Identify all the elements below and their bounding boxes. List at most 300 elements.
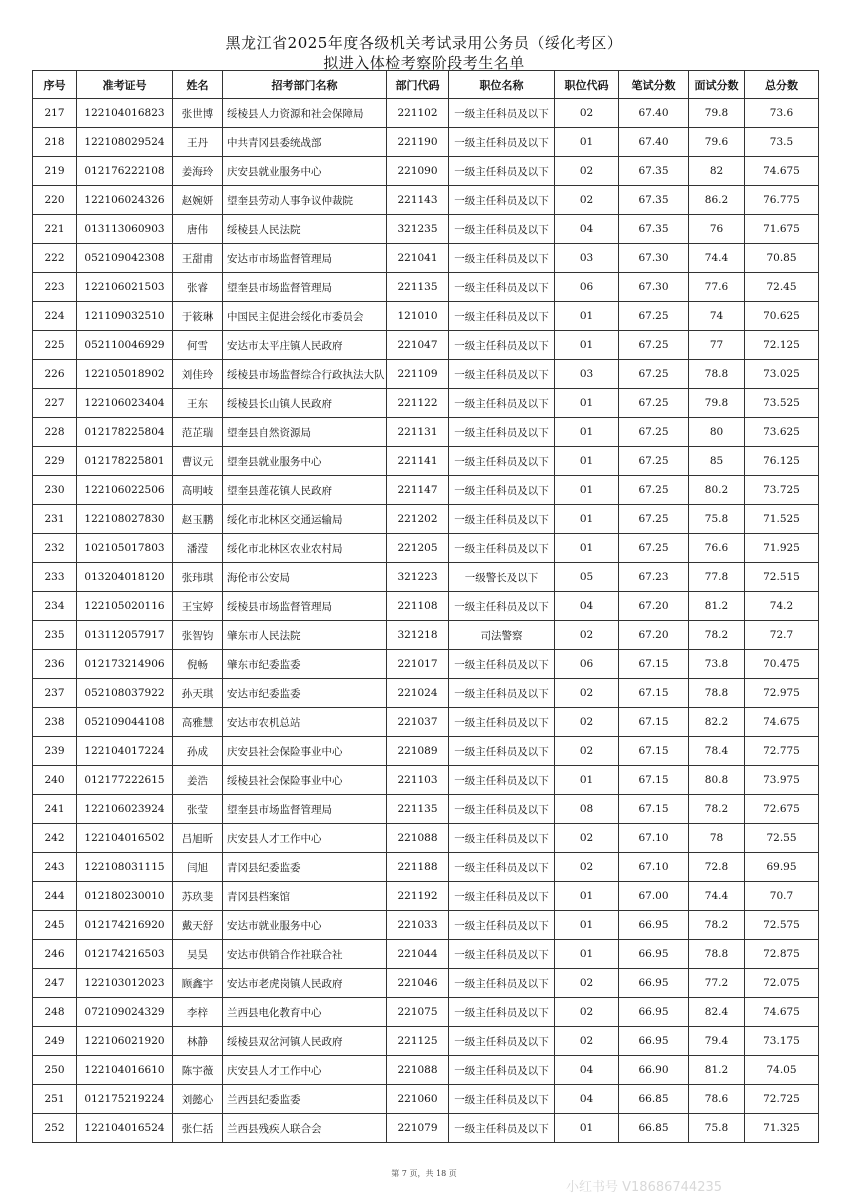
cell-position-code: 01 — [555, 418, 619, 447]
cell-written-score: 66.85 — [619, 1085, 689, 1114]
candidate-table — [32, 70, 819, 1143]
cell-total-score: 76.775 — [745, 186, 819, 215]
cell-interview-score: 79.8 — [689, 389, 745, 418]
cell-department: 兰西县纪委监委 — [223, 1085, 387, 1114]
document-title-line1: 黑龙江省2025年度各级机关考试录用公务员（绥化考区） — [225, 34, 623, 52]
cell-position-code: 04 — [555, 1085, 619, 1114]
cell-seq: 238 — [33, 708, 77, 737]
table-row — [33, 1056, 819, 1085]
cell-position: 一级主任科员及以下 — [449, 824, 555, 853]
cell-name: 唐伟 — [173, 215, 223, 244]
cell-total-score: 73.025 — [745, 360, 819, 389]
cell-position: 一级主任科员及以下 — [449, 592, 555, 621]
cell-exam-id: 122106024326 — [77, 186, 173, 215]
cell-dept-code: 221108 — [387, 592, 449, 621]
cell-exam-id: 102105017803 — [77, 534, 173, 563]
cell-seq: 218 — [33, 128, 77, 157]
cell-department: 安达市太平庄镇人民政府 — [223, 331, 387, 360]
cell-department: 兰西县电化教育中心 — [223, 998, 387, 1027]
cell-written-score: 67.35 — [619, 157, 689, 186]
table-row — [33, 331, 819, 360]
cell-written-score: 67.15 — [619, 679, 689, 708]
cell-position-code: 04 — [555, 1056, 619, 1085]
table-row — [33, 534, 819, 563]
cell-total-score: 74.2 — [745, 592, 819, 621]
cell-department: 安达市就业服务中心 — [223, 911, 387, 940]
cell-interview-score: 78.8 — [689, 679, 745, 708]
cell-interview-score: 74.4 — [689, 882, 745, 911]
cell-total-score: 72.575 — [745, 911, 819, 940]
cell-seq: 241 — [33, 795, 77, 824]
table-row — [33, 940, 819, 969]
cell-seq: 220 — [33, 186, 77, 215]
table-row — [33, 795, 819, 824]
cell-dept-code: 221041 — [387, 244, 449, 273]
cell-position-code: 03 — [555, 360, 619, 389]
cell-department: 兰西县残疾人联合会 — [223, 1114, 387, 1143]
cell-department: 安达市市场监督管理局 — [223, 244, 387, 273]
table-row — [33, 650, 819, 679]
cell-interview-score: 78.2 — [689, 621, 745, 650]
cell-interview-score: 86.2 — [689, 186, 745, 215]
cell-position-code: 01 — [555, 882, 619, 911]
table-row — [33, 853, 819, 882]
cell-total-score: 76.125 — [745, 447, 819, 476]
cell-department: 青冈县纪委监委 — [223, 853, 387, 882]
cell-position-code: 08 — [555, 795, 619, 824]
cell-department: 庆安县就业服务中心 — [223, 157, 387, 186]
cell-interview-score: 76.6 — [689, 534, 745, 563]
header-department: 招考部门名称 — [223, 71, 387, 99]
cell-position-code: 03 — [555, 244, 619, 273]
cell-position: 一级主任科员及以下 — [449, 273, 555, 302]
cell-position: 一级主任科员及以下 — [449, 940, 555, 969]
cell-seq: 240 — [33, 766, 77, 795]
cell-written-score: 67.25 — [619, 360, 689, 389]
cell-interview-score: 79.8 — [689, 99, 745, 128]
cell-total-score: 71.525 — [745, 505, 819, 534]
cell-position: 一级主任科员及以下 — [449, 360, 555, 389]
table-row — [33, 824, 819, 853]
table-row — [33, 418, 819, 447]
cell-written-score: 67.25 — [619, 389, 689, 418]
cell-seq: 221 — [33, 215, 77, 244]
cell-total-score: 70.625 — [745, 302, 819, 331]
cell-written-score: 66.95 — [619, 1027, 689, 1056]
cell-position: 一级主任科员及以下 — [449, 99, 555, 128]
cell-dept-code: 221122 — [387, 389, 449, 418]
table-row — [33, 389, 819, 418]
cell-exam-id: 052109042308 — [77, 244, 173, 273]
cell-name: 王东 — [173, 389, 223, 418]
cell-position: 一级主任科员及以下 — [449, 418, 555, 447]
table-row — [33, 621, 819, 650]
cell-written-score: 67.25 — [619, 476, 689, 505]
cell-position-code: 01 — [555, 302, 619, 331]
cell-dept-code: 221044 — [387, 940, 449, 969]
cell-dept-code: 221143 — [387, 186, 449, 215]
cell-interview-score: 73.8 — [689, 650, 745, 679]
cell-interview-score: 79.6 — [689, 128, 745, 157]
table-row — [33, 592, 819, 621]
cell-name: 张玮琪 — [173, 563, 223, 592]
cell-total-score: 72.875 — [745, 940, 819, 969]
cell-exam-id: 122104016524 — [77, 1114, 173, 1143]
table-row — [33, 128, 819, 157]
cell-seq: 228 — [33, 418, 77, 447]
cell-exam-id: 122106021503 — [77, 273, 173, 302]
cell-name: 曹议元 — [173, 447, 223, 476]
cell-position: 司法警察 — [449, 621, 555, 650]
cell-position-code: 01 — [555, 331, 619, 360]
cell-department: 绥棱县人民法院 — [223, 215, 387, 244]
cell-name: 张世博 — [173, 99, 223, 128]
cell-written-score: 67.25 — [619, 534, 689, 563]
cell-exam-id: 012178225801 — [77, 447, 173, 476]
cell-name: 倪畅 — [173, 650, 223, 679]
cell-total-score: 73.175 — [745, 1027, 819, 1056]
cell-name: 姜海玲 — [173, 157, 223, 186]
cell-position: 一级主任科员及以下 — [449, 766, 555, 795]
cell-position: 一级主任科员及以下 — [449, 157, 555, 186]
header-interview-score: 面试分数 — [689, 71, 745, 99]
cell-seq: 247 — [33, 969, 77, 998]
cell-seq: 244 — [33, 882, 77, 911]
cell-dept-code: 221188 — [387, 853, 449, 882]
table-row — [33, 708, 819, 737]
header-position-code: 职位代码 — [555, 71, 619, 99]
cell-dept-code: 221135 — [387, 795, 449, 824]
cell-position: 一级主任科员及以下 — [449, 737, 555, 766]
cell-department: 庆安县人才工作中心 — [223, 1056, 387, 1085]
cell-written-score: 67.25 — [619, 505, 689, 534]
cell-interview-score: 80.2 — [689, 476, 745, 505]
cell-name: 高明岐 — [173, 476, 223, 505]
cell-interview-score: 78.4 — [689, 737, 745, 766]
cell-written-score: 67.00 — [619, 882, 689, 911]
cell-written-score: 67.25 — [619, 331, 689, 360]
table-row — [33, 215, 819, 244]
cell-department: 绥棱县社会保险事业中心 — [223, 766, 387, 795]
cell-interview-score: 77.2 — [689, 969, 745, 998]
table-row — [33, 99, 819, 128]
cell-interview-score: 74 — [689, 302, 745, 331]
cell-dept-code: 221017 — [387, 650, 449, 679]
cell-name: 吕旭昕 — [173, 824, 223, 853]
cell-position-code: 02 — [555, 824, 619, 853]
cell-dept-code: 321218 — [387, 621, 449, 650]
table-row — [33, 447, 819, 476]
header-position: 职位名称 — [449, 71, 555, 99]
cell-total-score: 72.125 — [745, 331, 819, 360]
cell-name: 孙成 — [173, 737, 223, 766]
cell-seq: 233 — [33, 563, 77, 592]
cell-position: 一级主任科员及以下 — [449, 911, 555, 940]
cell-dept-code: 221075 — [387, 998, 449, 1027]
cell-position-code: 01 — [555, 911, 619, 940]
cell-position: 一级主任科员及以下 — [449, 186, 555, 215]
table-row — [33, 766, 819, 795]
cell-dept-code: 221125 — [387, 1027, 449, 1056]
cell-dept-code: 221190 — [387, 128, 449, 157]
cell-exam-id: 052109044108 — [77, 708, 173, 737]
cell-dept-code: 221202 — [387, 505, 449, 534]
cell-exam-id: 122104016610 — [77, 1056, 173, 1085]
cell-interview-score: 75.8 — [689, 1114, 745, 1143]
cell-position-code: 04 — [555, 215, 619, 244]
cell-name: 刘佳玲 — [173, 360, 223, 389]
cell-exam-id: 122104016502 — [77, 824, 173, 853]
cell-department: 肇东市纪委监委 — [223, 650, 387, 679]
cell-position-code: 02 — [555, 621, 619, 650]
cell-written-score: 67.40 — [619, 99, 689, 128]
cell-written-score: 67.40 — [619, 128, 689, 157]
cell-name: 张智钧 — [173, 621, 223, 650]
cell-name: 孙天琪 — [173, 679, 223, 708]
cell-seq: 251 — [33, 1085, 77, 1114]
cell-total-score: 69.95 — [745, 853, 819, 882]
cell-seq: 248 — [33, 998, 77, 1027]
table-row — [33, 911, 819, 940]
table-row — [33, 679, 819, 708]
cell-position: 一级主任科员及以下 — [449, 969, 555, 998]
cell-interview-score: 82.4 — [689, 998, 745, 1027]
cell-dept-code: 221205 — [387, 534, 449, 563]
cell-total-score: 73.725 — [745, 476, 819, 505]
cell-position-code: 01 — [555, 476, 619, 505]
cell-position-code: 01 — [555, 389, 619, 418]
cell-written-score: 66.95 — [619, 969, 689, 998]
cell-name: 刘懿心 — [173, 1085, 223, 1114]
table-header-row — [33, 71, 819, 99]
cell-department: 安达市老虎岗镇人民政府 — [223, 969, 387, 998]
cell-department: 绥化市北林区农业农村局 — [223, 534, 387, 563]
cell-exam-id: 122108029524 — [77, 128, 173, 157]
cell-position-code: 06 — [555, 650, 619, 679]
cell-total-score: 70.7 — [745, 882, 819, 911]
cell-interview-score: 81.2 — [689, 1056, 745, 1085]
cell-seq: 222 — [33, 244, 77, 273]
cell-dept-code: 221089 — [387, 737, 449, 766]
cell-total-score: 73.5 — [745, 128, 819, 157]
cell-seq: 225 — [33, 331, 77, 360]
cell-interview-score: 76 — [689, 215, 745, 244]
cell-written-score: 67.23 — [619, 563, 689, 592]
cell-name: 高雅慧 — [173, 708, 223, 737]
cell-seq: 250 — [33, 1056, 77, 1085]
table-row — [33, 186, 819, 215]
cell-exam-id: 072109024329 — [77, 998, 173, 1027]
cell-department: 庆安县社会保险事业中心 — [223, 737, 387, 766]
cell-interview-score: 78.2 — [689, 795, 745, 824]
cell-position-code: 01 — [555, 128, 619, 157]
table-row — [33, 998, 819, 1027]
cell-written-score: 67.30 — [619, 244, 689, 273]
cell-written-score: 67.10 — [619, 853, 689, 882]
cell-written-score: 66.95 — [619, 911, 689, 940]
cell-total-score: 70.85 — [745, 244, 819, 273]
cell-position: 一级主任科员及以下 — [449, 505, 555, 534]
cell-exam-id: 122106022506 — [77, 476, 173, 505]
cell-written-score: 66.85 — [619, 1114, 689, 1143]
cell-total-score: 72.7 — [745, 621, 819, 650]
cell-department: 中共青冈县委统战部 — [223, 128, 387, 157]
cell-dept-code: 221033 — [387, 911, 449, 940]
cell-exam-id: 013112057917 — [77, 621, 173, 650]
cell-exam-id: 052110046929 — [77, 331, 173, 360]
cell-seq: 236 — [33, 650, 77, 679]
cell-interview-score: 81.2 — [689, 592, 745, 621]
cell-name: 林静 — [173, 1027, 223, 1056]
cell-position: 一级主任科员及以下 — [449, 476, 555, 505]
table-row — [33, 882, 819, 911]
header-exam-id: 准考证号 — [77, 71, 173, 99]
table-row — [33, 157, 819, 186]
cell-exam-id: 012175219224 — [77, 1085, 173, 1114]
cell-exam-id: 121109032510 — [77, 302, 173, 331]
cell-written-score: 67.35 — [619, 215, 689, 244]
cell-position-code: 04 — [555, 592, 619, 621]
cell-exam-id: 012173214906 — [77, 650, 173, 679]
cell-written-score: 67.25 — [619, 302, 689, 331]
cell-position: 一级警长及以下 — [449, 563, 555, 592]
cell-dept-code: 221088 — [387, 1056, 449, 1085]
cell-dept-code: 221102 — [387, 99, 449, 128]
cell-position-code: 02 — [555, 969, 619, 998]
cell-seq: 249 — [33, 1027, 77, 1056]
cell-seq: 237 — [33, 679, 77, 708]
cell-dept-code: 221109 — [387, 360, 449, 389]
cell-department: 望奎县莲花镇人民政府 — [223, 476, 387, 505]
cell-dept-code: 221046 — [387, 969, 449, 998]
header-written-score: 笔试分数 — [619, 71, 689, 99]
cell-dept-code: 221131 — [387, 418, 449, 447]
cell-position: 一级主任科员及以下 — [449, 1056, 555, 1085]
cell-dept-code: 221047 — [387, 331, 449, 360]
cell-interview-score: 80 — [689, 418, 745, 447]
cell-name: 何雪 — [173, 331, 223, 360]
cell-exam-id: 012176222108 — [77, 157, 173, 186]
cell-written-score: 66.95 — [619, 940, 689, 969]
cell-seq: 223 — [33, 273, 77, 302]
cell-name: 于筱琳 — [173, 302, 223, 331]
cell-interview-score: 80.8 — [689, 766, 745, 795]
cell-interview-score: 82.2 — [689, 708, 745, 737]
cell-position: 一级主任科员及以下 — [449, 128, 555, 157]
cell-written-score: 67.15 — [619, 737, 689, 766]
table-row — [33, 737, 819, 766]
cell-dept-code: 221103 — [387, 766, 449, 795]
table-row — [33, 360, 819, 389]
cell-total-score: 71.325 — [745, 1114, 819, 1143]
cell-name: 张仁括 — [173, 1114, 223, 1143]
cell-position-code: 02 — [555, 998, 619, 1027]
cell-exam-id: 012174216920 — [77, 911, 173, 940]
cell-seq: 243 — [33, 853, 77, 882]
cell-name: 张莹 — [173, 795, 223, 824]
cell-department: 望奎县自然资源局 — [223, 418, 387, 447]
cell-seq: 242 — [33, 824, 77, 853]
cell-exam-id: 122108031115 — [77, 853, 173, 882]
cell-name: 陈宇薇 — [173, 1056, 223, 1085]
cell-written-score: 67.15 — [619, 708, 689, 737]
cell-seq: 252 — [33, 1114, 77, 1143]
cell-exam-id: 122105018902 — [77, 360, 173, 389]
cell-position: 一级主任科员及以下 — [449, 795, 555, 824]
cell-position-code: 01 — [555, 534, 619, 563]
cell-dept-code: 221135 — [387, 273, 449, 302]
cell-name: 李梓 — [173, 998, 223, 1027]
table-row — [33, 969, 819, 998]
cell-total-score: 72.675 — [745, 795, 819, 824]
cell-total-score: 72.975 — [745, 679, 819, 708]
cell-dept-code: 221079 — [387, 1114, 449, 1143]
cell-department: 安达市农机总站 — [223, 708, 387, 737]
cell-total-score: 72.55 — [745, 824, 819, 853]
cell-total-score: 74.05 — [745, 1056, 819, 1085]
cell-position: 一级主任科员及以下 — [449, 447, 555, 476]
cell-position-code: 01 — [555, 505, 619, 534]
cell-total-score: 73.625 — [745, 418, 819, 447]
cell-dept-code: 221192 — [387, 882, 449, 911]
cell-position: 一级主任科员及以下 — [449, 853, 555, 882]
cell-dept-code: 221060 — [387, 1085, 449, 1114]
cell-position-code: 02 — [555, 186, 619, 215]
cell-written-score: 67.30 — [619, 273, 689, 302]
cell-written-score: 67.20 — [619, 592, 689, 621]
cell-seq: 224 — [33, 302, 77, 331]
cell-position-code: 01 — [555, 940, 619, 969]
cell-department: 望奎县劳动人事争议仲裁院 — [223, 186, 387, 215]
cell-total-score: 72.725 — [745, 1085, 819, 1114]
cell-exam-id: 122108027830 — [77, 505, 173, 534]
cell-position-code: 02 — [555, 708, 619, 737]
cell-interview-score: 78.8 — [689, 940, 745, 969]
cell-interview-score: 77 — [689, 331, 745, 360]
cell-seq: 245 — [33, 911, 77, 940]
cell-name: 顾鑫宇 — [173, 969, 223, 998]
cell-position: 一级主任科员及以下 — [449, 302, 555, 331]
cell-total-score: 74.675 — [745, 157, 819, 186]
cell-interview-score: 78.2 — [689, 911, 745, 940]
cell-written-score: 67.15 — [619, 766, 689, 795]
cell-total-score: 71.675 — [745, 215, 819, 244]
cell-department: 肇东市人民法院 — [223, 621, 387, 650]
cell-seq: 239 — [33, 737, 77, 766]
cell-total-score: 73.6 — [745, 99, 819, 128]
cell-position: 一级主任科员及以下 — [449, 331, 555, 360]
cell-department: 绥化市北林区交通运输局 — [223, 505, 387, 534]
cell-interview-score: 82 — [689, 157, 745, 186]
cell-position: 一级主任科员及以下 — [449, 244, 555, 273]
cell-position-code: 02 — [555, 679, 619, 708]
cell-total-score: 71.925 — [745, 534, 819, 563]
cell-written-score: 66.90 — [619, 1056, 689, 1085]
cell-total-score: 74.675 — [745, 998, 819, 1027]
cell-department: 绥棱县长山镇人民政府 — [223, 389, 387, 418]
cell-department: 庆安县人才工作中心 — [223, 824, 387, 853]
cell-written-score: 67.25 — [619, 418, 689, 447]
cell-exam-id: 012174216503 — [77, 940, 173, 969]
cell-interview-score: 72.8 — [689, 853, 745, 882]
cell-position-code: 02 — [555, 1027, 619, 1056]
cell-name: 吴昊 — [173, 940, 223, 969]
cell-position: 一级主任科员及以下 — [449, 389, 555, 418]
cell-position-code: 02 — [555, 157, 619, 186]
cell-written-score: 66.95 — [619, 998, 689, 1027]
cell-seq: 232 — [33, 534, 77, 563]
cell-dept-code: 221090 — [387, 157, 449, 186]
